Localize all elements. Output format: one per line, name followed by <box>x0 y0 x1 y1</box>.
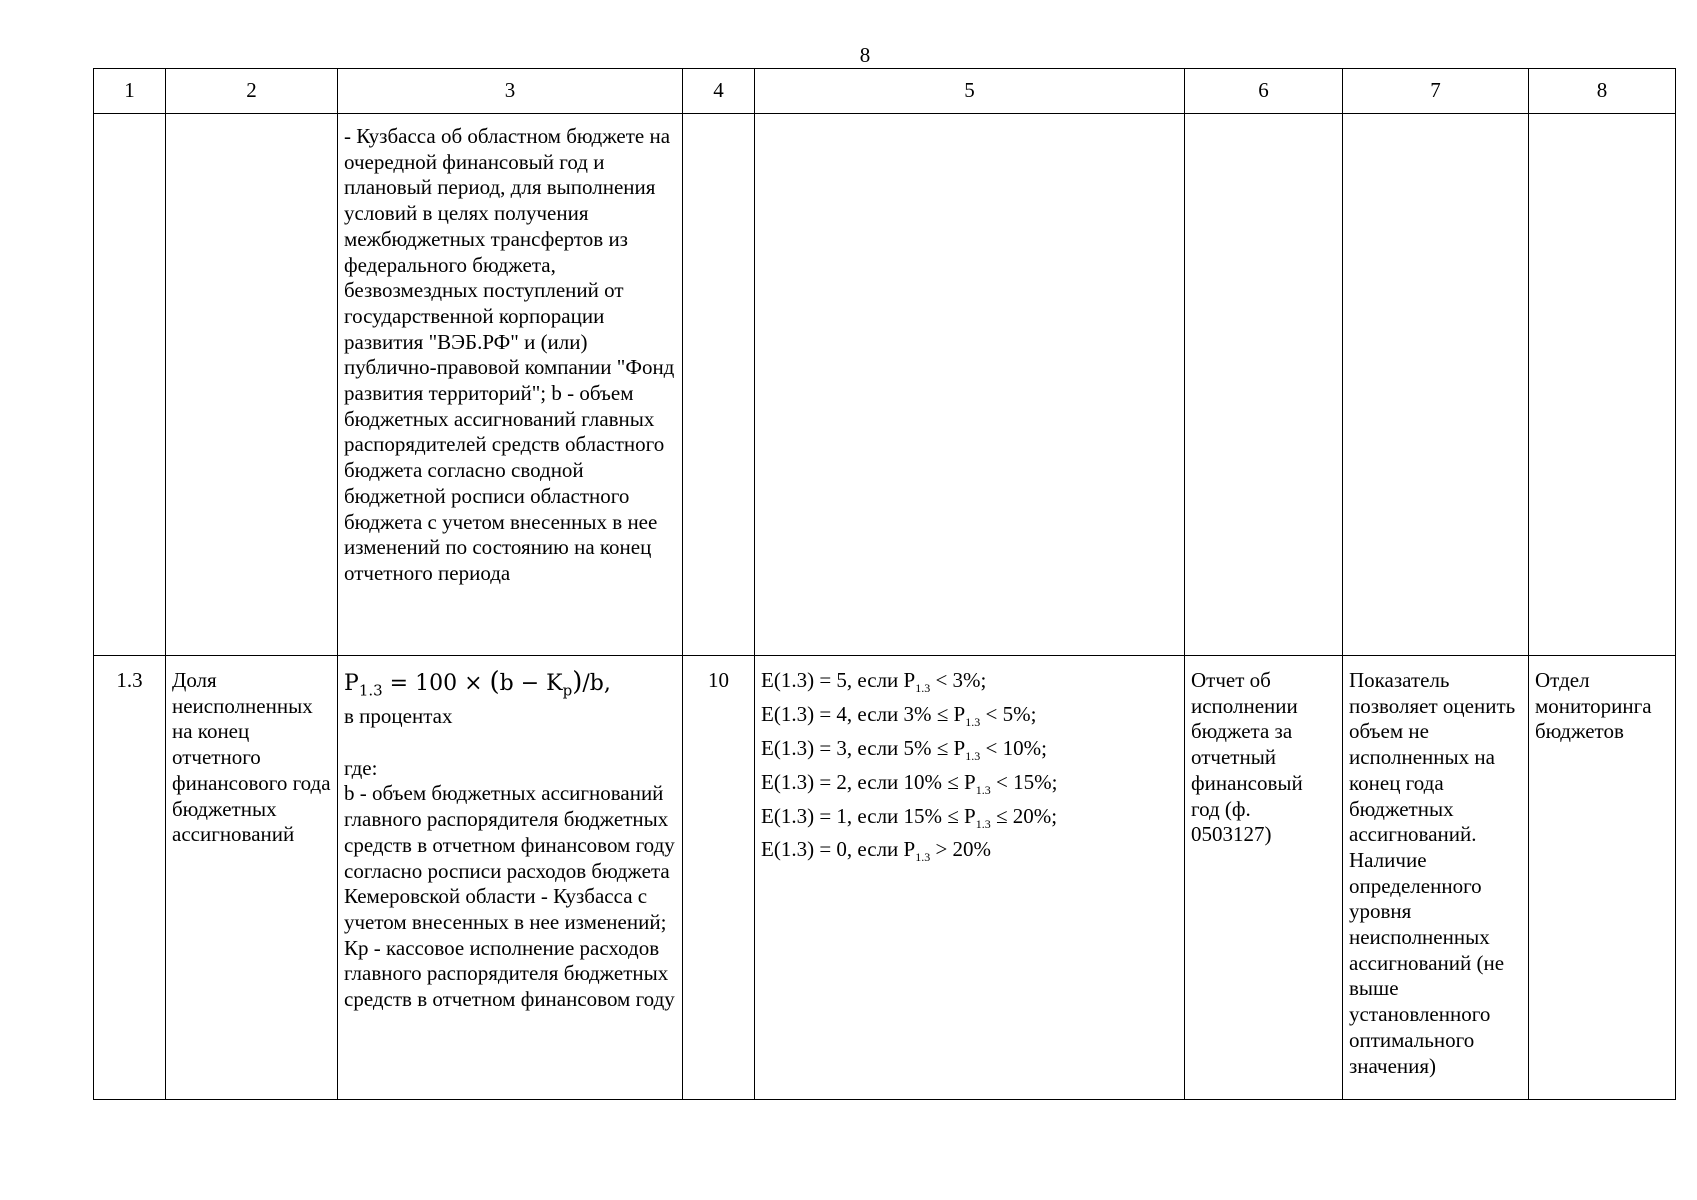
rule-line: E(1.3) = 4, если $3\% \le P_{1.3} < 5\%$; <box>761 701 1037 730</box>
indicator-weight: 10 <box>683 656 755 1100</box>
header-col-3: 3 <box>338 69 683 114</box>
responsible-unit: Отдел мониторинга бюджетов <box>1529 656 1676 1100</box>
header-col-7: 7 <box>1343 69 1529 114</box>
header-col-2: 2 <box>166 69 338 114</box>
cont-formula-text: - Кузбасса об областном бюджете на очередной финансовый год и плановый период, для выполнения условий в целях получения межбюджетных трансфертов из федерального бюджета, безвозмездных поступлений от государственной корпорации развития "ВЭБ.РФ" и (или) публично-правовой компании "Фонд развития территорий"; b - объем бюджетных ассигнований главных распорядителей средств областного бюджета согласно сводной бюджетной росписи областного бюджета с учетом внесенных в нее изменений по состоянию на конец отчетного периода <box>338 114 683 656</box>
cont-cell-5 <box>755 114 1185 656</box>
evaluation-rules <box>755 656 1185 1100</box>
table-header-row <box>94 69 1676 114</box>
indicator-formula-cell <box>338 656 683 1100</box>
indicator-table <box>93 68 1676 1100</box>
indicator-comment: Показатель позволяет оценить объем не исполненных на конец года бюджетных ассигнований. Наличие определенного уровня неисполненных ассигнований (не выше установленного оптимального значения) <box>1343 656 1529 1100</box>
cont-cell-7 <box>1343 114 1529 656</box>
data-source: Отчет об исполнении бюджета за отчетный финансовый год (ф. 0503127) <box>1185 656 1343 1100</box>
header-col-1: 1 <box>94 69 166 114</box>
header-col-4: 4 <box>683 69 755 114</box>
rule-line: E(1.3) = 3, если $5\% \le P_{1.3} < 10\%$; <box>761 735 1047 763</box>
indicator-name: Доля неисполненных на конец отчетного финансового года бюджетных ассигнований <box>166 656 338 1100</box>
cont-cell-8 <box>1529 114 1676 656</box>
cont-cell-4 <box>683 114 755 656</box>
rule-line: E(1.3) = 0, если $P_{1.3} > 20\%$ <box>761 837 992 865</box>
cont-cell-2 <box>166 114 338 656</box>
where-label: где: <box>344 755 378 780</box>
header-col-8: 8 <box>1529 69 1676 114</box>
definition-kp: Кр - кассовое исполнение расходов главного распорядителя бюджетных средств в отчетном финансовом году <box>344 935 675 1012</box>
rule-line: E(1.3) = 5, если $P_{1.3} < 3\%$; <box>761 668 987 696</box>
cont-cell-6 <box>1185 114 1343 656</box>
table-row-1-3 <box>94 656 1676 1100</box>
rule-line: E(1.3) = 2, если $10\% \le P_{1.3} < 15\%$; <box>761 769 1058 797</box>
formula-units: в процентах <box>344 704 453 729</box>
indicator-number: 1.3 <box>94 656 166 1100</box>
table-row-continuation <box>94 114 1676 656</box>
header-col-5: 5 <box>755 69 1185 114</box>
cont-cell-1 <box>94 114 166 656</box>
header-col-6: 6 <box>1185 69 1343 114</box>
formula: $P_{1.3} = 100 \times (b - K_p)/b$, <box>344 667 611 700</box>
rule-line: E(1.3) = 1, если $15\% \le P_{1.3} \le 20\%$; <box>761 803 1058 831</box>
definition-b: b - объем бюджетных ассигнований главного распорядителя бюджетных средств в отчетном финансовом году согласно росписи расходов бюджета Кемеровской области - Кузбасса с учетом внесенных в нее изменений; <box>344 781 675 934</box>
page-number: 8 <box>859 43 871 67</box>
